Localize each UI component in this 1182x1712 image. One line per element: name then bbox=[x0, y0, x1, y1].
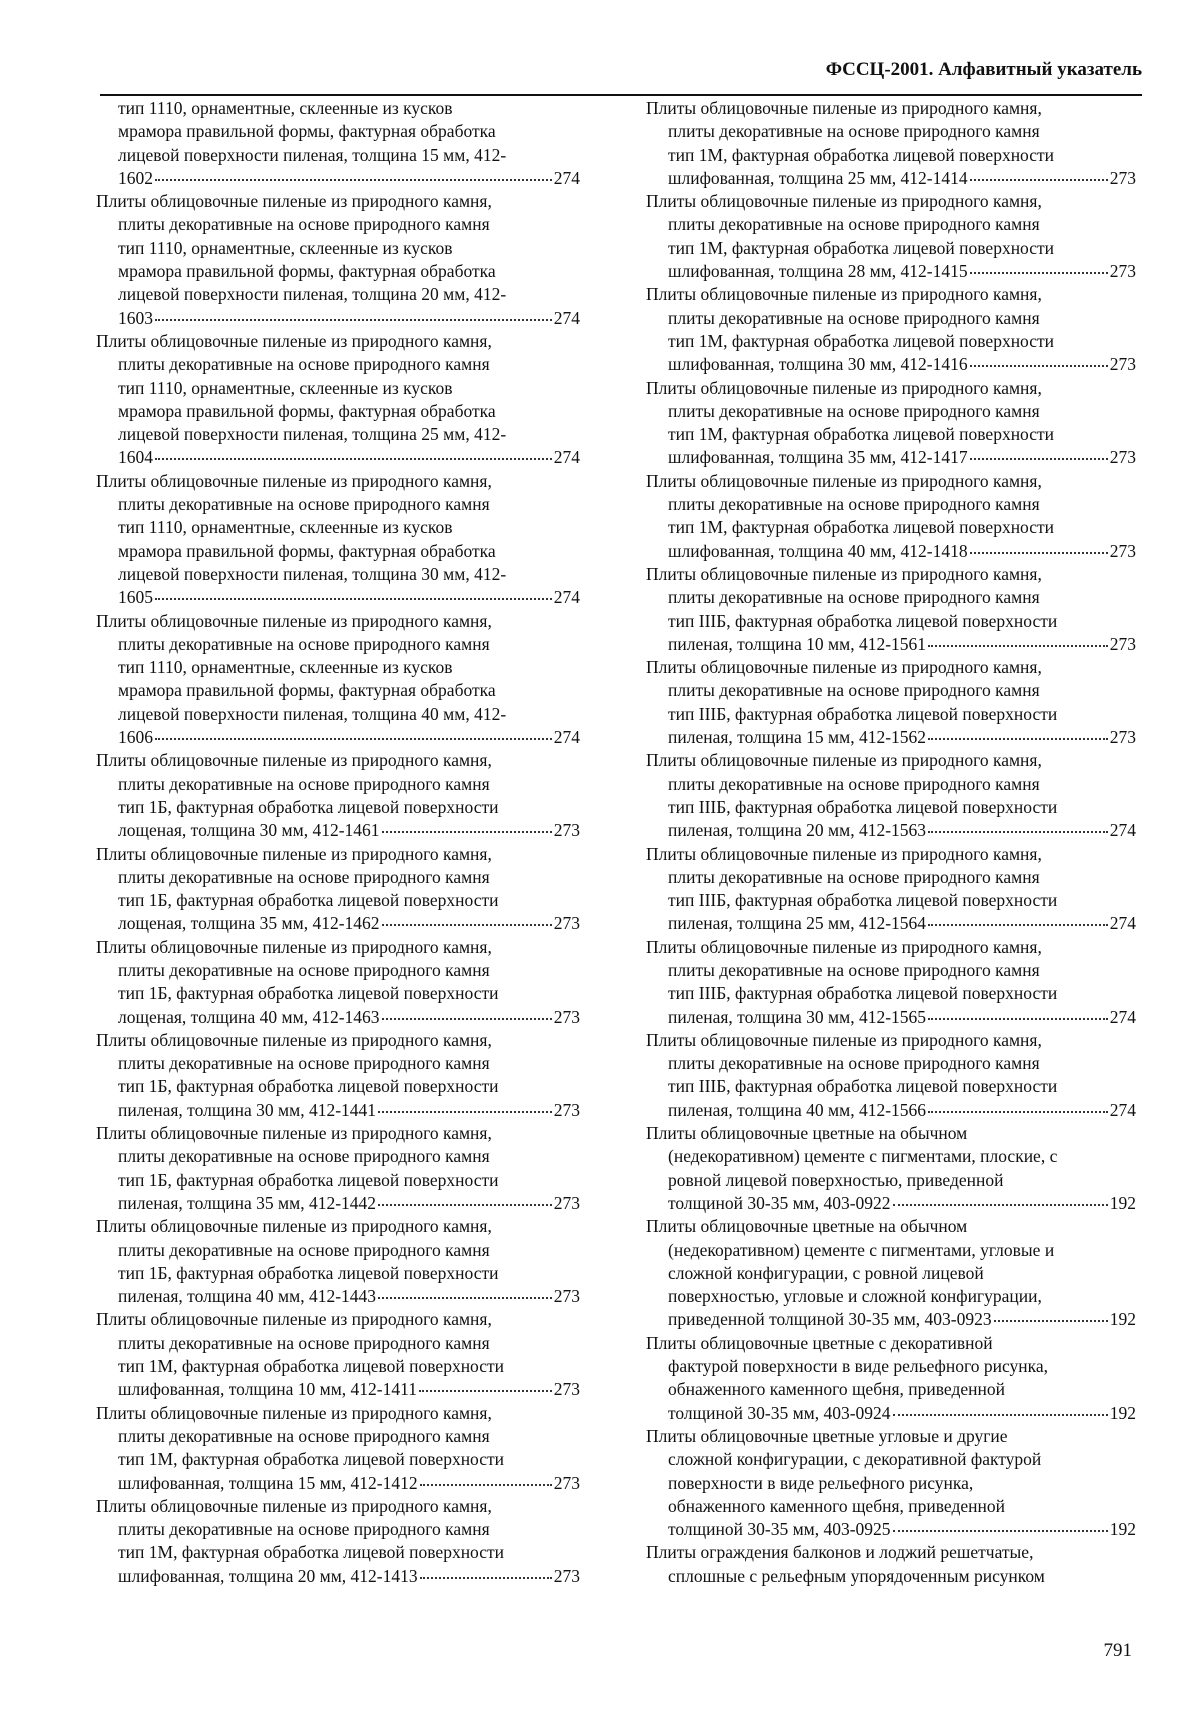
page-number: 791 bbox=[1103, 1640, 1132, 1661]
entry-line: плиты декоративные на основе природного камня bbox=[668, 121, 1040, 142]
entry-text: 1606 bbox=[118, 727, 153, 748]
entry-line: тип 1Б, фактурная обработка лицевой поверхности bbox=[118, 1076, 499, 1097]
entry-line: мрамора правильной формы, фактурная обработка bbox=[118, 400, 496, 421]
running-header: ФССЦ-2001. Алфавитный указатель bbox=[825, 59, 1142, 80]
index-entry bbox=[96, 97, 580, 190]
entry-last-line bbox=[118, 726, 580, 749]
page-reference: 273 bbox=[1109, 167, 1136, 188]
index-entry bbox=[646, 1029, 1136, 1122]
entry-line: тип 1110, орнаментные, склеенные из кусков bbox=[118, 377, 453, 398]
entry-line: тип IIIБ, фактурная обработка лицевой поверхности bbox=[668, 796, 1058, 817]
entry-last-line bbox=[118, 1472, 580, 1495]
entry-text: толщиной 30-35 мм, 403-0922 bbox=[668, 1192, 891, 1213]
entry-text: пиленая, толщина 15 мм, 412-1562 bbox=[668, 727, 927, 748]
dot-leader bbox=[893, 1529, 1108, 1532]
entry-line: плиты декоративные на основе природного камня bbox=[118, 1053, 490, 1074]
entry-line: Плиты облицовочные пиленые из природного камня, bbox=[96, 191, 492, 212]
index-entry bbox=[646, 377, 1136, 470]
page-reference: 274 bbox=[1109, 1006, 1136, 1027]
entry-line: тип 1М, фактурная обработка лицевой поверхности bbox=[118, 1356, 505, 1377]
entry-line: тип 1М, фактурная обработка лицевой поверхности bbox=[668, 144, 1055, 165]
entry-last-line bbox=[118, 1378, 580, 1401]
entry-line: тип 1Б, фактурная обработка лицевой поверхности bbox=[118, 1169, 499, 1190]
entry-line: Плиты облицовочные пиленые из природного камня, bbox=[646, 98, 1042, 118]
entry-line: тип 1Б, фактурная обработка лицевой поверхности bbox=[118, 890, 499, 911]
entry-text: приведенной толщиной 30-35 мм, 403-0923 bbox=[668, 1309, 992, 1330]
index-entry bbox=[646, 936, 1136, 1029]
dot-leader bbox=[970, 457, 1108, 460]
dot-leader bbox=[419, 1389, 552, 1392]
entry-line: Плиты облицовочные пиленые из природного камня, bbox=[646, 750, 1042, 771]
entry-line: тип 1М, фактурная обработка лицевой поверхности bbox=[118, 1449, 505, 1470]
entry-text: толщиной 30-35 мм, 403-0924 bbox=[668, 1402, 891, 1423]
index-entry bbox=[96, 1215, 580, 1308]
dot-leader bbox=[420, 1576, 552, 1579]
entry-line: фактурой поверхности в виде рельефного рисунка, bbox=[668, 1356, 1049, 1377]
entry-line: Плиты облицовочные пиленые из природного камня, bbox=[96, 330, 492, 351]
entry-line: лицевой поверхности пиленая, толщина 25 мм, 412- bbox=[118, 424, 507, 445]
index-entry bbox=[96, 1029, 580, 1122]
index-entry bbox=[646, 470, 1136, 563]
entry-text: шлифованная, толщина 25 мм, 412-1414 bbox=[668, 167, 968, 188]
dot-leader bbox=[928, 737, 1108, 740]
page-reference: 273 bbox=[1109, 261, 1136, 282]
index-entry bbox=[646, 1541, 1136, 1588]
entry-line: обнаженного каменного щебня, приведенной bbox=[668, 1495, 1005, 1516]
entry-line: Плиты облицовочные пиленые из природного камня, bbox=[96, 610, 492, 631]
entry-line: тип 1М, фактурная обработка лицевой поверхности bbox=[118, 1542, 505, 1563]
entry-line: тип IIIБ, фактурная обработка лицевой поверхности bbox=[668, 1076, 1058, 1097]
dot-leader bbox=[378, 1110, 552, 1113]
page-reference: 274 bbox=[553, 727, 580, 748]
entry-line: плиты декоративные на основе природного камня bbox=[118, 959, 490, 980]
entry-last-line bbox=[668, 353, 1136, 376]
index-entry bbox=[96, 843, 580, 936]
entry-line: Плиты облицовочные пиленые из природного камня, bbox=[646, 191, 1042, 212]
dot-leader bbox=[420, 1483, 552, 1486]
entry-line: Плиты облицовочные пиленые из природного камня, bbox=[96, 1123, 492, 1144]
dot-leader bbox=[155, 178, 552, 181]
entry-last-line bbox=[118, 912, 580, 935]
entry-line: плиты декоративные на основе природного камня bbox=[118, 633, 490, 654]
entry-text: 1603 bbox=[118, 307, 153, 328]
dot-leader bbox=[928, 644, 1108, 647]
entry-text: пиленая, толщина 40 мм, 412-1443 bbox=[118, 1286, 377, 1307]
entry-line: (недекоративном) цементе с пигментами, угловые и bbox=[668, 1239, 1055, 1260]
entry-text: 1605 bbox=[118, 587, 153, 608]
entry-line: сложной конфигурации, с ровной лицевой bbox=[668, 1262, 984, 1283]
entry-line: мрамора правильной формы, фактурная обработка bbox=[118, 540, 496, 561]
entry-line: Плиты облицовочные пиленые из природного камня, bbox=[96, 1216, 492, 1237]
page-reference: 273 bbox=[1109, 354, 1136, 375]
entry-line: тип IIIБ, фактурная обработка лицевой поверхности bbox=[668, 890, 1058, 911]
entry-line: плиты декоративные на основе природного камня bbox=[668, 307, 1040, 328]
entry-last-line bbox=[668, 726, 1136, 749]
index-entry bbox=[96, 749, 580, 842]
index-entry bbox=[96, 936, 580, 1029]
entry-last-line bbox=[118, 1285, 580, 1308]
entry-last-line bbox=[668, 912, 1136, 935]
dot-leader bbox=[928, 923, 1108, 926]
entry-line: Плиты облицовочные цветные на обычном bbox=[646, 1216, 968, 1237]
page-reference: 273 bbox=[553, 1472, 580, 1493]
index-entry bbox=[646, 563, 1136, 656]
entry-line: поверхностью, угловые и сложной конфигурации, bbox=[668, 1286, 1042, 1307]
entry-last-line bbox=[668, 819, 1136, 842]
entry-line: Плиты облицовочные пиленые из природного камня, bbox=[96, 750, 492, 771]
page-reference: 273 bbox=[1109, 447, 1136, 468]
dot-leader bbox=[970, 364, 1108, 367]
entry-last-line bbox=[668, 1518, 1136, 1541]
entry-line: лицевой поверхности пиленая, толщина 30 мм, 412- bbox=[118, 563, 507, 584]
entry-line: Плиты облицовочные пиленые из природного камня, bbox=[646, 470, 1042, 491]
entry-text: пиленая, толщина 40 мм, 412-1566 bbox=[668, 1099, 927, 1120]
dot-leader bbox=[928, 1110, 1108, 1113]
entry-line: Плиты облицовочные цветные на обычном bbox=[646, 1123, 968, 1144]
entry-line: Плиты облицовочные пиленые из природного камня, bbox=[96, 1495, 492, 1516]
entry-line: ровной лицевой поверхностью, приведенной bbox=[668, 1169, 1004, 1190]
entry-text: 1602 bbox=[118, 167, 153, 188]
entry-text: шлифованная, толщина 30 мм, 412-1416 bbox=[668, 354, 968, 375]
dot-leader bbox=[970, 551, 1108, 554]
entry-line: плиты декоративные на основе природного камня bbox=[668, 773, 1040, 794]
entry-text: пиленая, толщина 25 мм, 412-1564 bbox=[668, 913, 927, 934]
entry-line: Плиты облицовочные пиленые из природного камня, bbox=[96, 1402, 492, 1423]
page-reference: 274 bbox=[553, 307, 580, 328]
entry-line: плиты декоративные на основе природного камня bbox=[118, 354, 490, 375]
page-reference: 274 bbox=[1109, 1099, 1136, 1120]
entry-line: Плиты облицовочные пиленые из природного камня, bbox=[646, 657, 1042, 678]
index-entry bbox=[96, 470, 580, 610]
entry-line: Плиты облицовочные пиленые из природного камня, bbox=[646, 377, 1042, 398]
entry-last-line bbox=[118, 446, 580, 469]
entry-line: Плиты облицовочные пиленые из природного камня, bbox=[96, 936, 492, 957]
entry-line: плиты декоративные на основе природного камня bbox=[668, 587, 1040, 608]
dot-leader bbox=[378, 1203, 552, 1206]
entry-line: тип IIIБ, фактурная обработка лицевой поверхности bbox=[668, 983, 1058, 1004]
entry-line: Плиты облицовочные пиленые из природного камня, bbox=[646, 1029, 1042, 1050]
entry-last-line bbox=[668, 1192, 1136, 1215]
dot-leader bbox=[893, 1203, 1108, 1206]
entry-line: Плиты облицовочные цветные угловые и другие bbox=[646, 1425, 1008, 1446]
entry-line: поверхности в виде рельефного рисунка, bbox=[668, 1472, 974, 1493]
page-reference: 273 bbox=[1109, 633, 1136, 654]
entry-line: сложной конфигурации, с декоративной фактурой bbox=[668, 1449, 1042, 1470]
entry-line: тип 1М, фактурная обработка лицевой поверхности bbox=[668, 517, 1055, 538]
index-entry bbox=[646, 1122, 1136, 1215]
entry-line: плиты декоративные на основе природного камня bbox=[668, 214, 1040, 235]
entry-last-line bbox=[668, 1006, 1136, 1029]
entry-text: лощеная, толщина 30 мм, 412-1461 bbox=[118, 820, 380, 841]
entry-last-line bbox=[118, 586, 580, 609]
entry-last-line bbox=[118, 167, 580, 190]
entry-last-line bbox=[668, 1308, 1136, 1331]
entry-line: тип IIIБ, фактурная обработка лицевой поверхности bbox=[668, 610, 1058, 631]
page-reference: 274 bbox=[553, 167, 580, 188]
page-reference: 273 bbox=[553, 913, 580, 934]
index-entry bbox=[646, 1425, 1136, 1541]
entry-last-line bbox=[668, 446, 1136, 469]
entry-line: тип 1М, фактурная обработка лицевой поверхности bbox=[668, 330, 1055, 351]
entry-line: тип 1110, орнаментные, склеенные из кусков bbox=[118, 237, 453, 258]
entry-line: Плиты облицовочные пиленые из природного камня, bbox=[646, 843, 1042, 864]
dot-leader bbox=[970, 178, 1108, 181]
page-reference: 192 bbox=[1109, 1192, 1136, 1213]
header-rule bbox=[100, 94, 1142, 96]
entry-text: пиленая, толщина 20 мм, 412-1563 bbox=[668, 820, 927, 841]
entry-text: шлифованная, толщина 40 мм, 412-1418 bbox=[668, 540, 968, 561]
dot-leader bbox=[994, 1319, 1108, 1322]
entry-line: плиты декоративные на основе природного камня bbox=[118, 1519, 490, 1540]
entry-last-line bbox=[668, 540, 1136, 563]
index-entry bbox=[646, 843, 1136, 936]
entry-line: тип 1110, орнаментные, склеенные из кусков bbox=[118, 98, 453, 118]
page-reference: 273 bbox=[553, 1286, 580, 1307]
entry-text: шлифованная, толщина 20 мм, 412-1413 bbox=[118, 1565, 418, 1586]
page-reference: 273 bbox=[553, 820, 580, 841]
entry-last-line bbox=[118, 1565, 580, 1588]
entry-line: плиты декоративные на основе природного камня bbox=[668, 494, 1040, 515]
dot-leader bbox=[928, 830, 1108, 833]
dot-leader bbox=[382, 923, 552, 926]
dot-leader bbox=[382, 1017, 552, 1020]
page-reference: 273 bbox=[553, 1379, 580, 1400]
entry-line: тип 1М, фактурная обработка лицевой поверхности bbox=[668, 237, 1055, 258]
dot-leader bbox=[970, 271, 1108, 274]
entry-text: шлифованная, толщина 28 мм, 412-1415 bbox=[668, 261, 968, 282]
index-entry bbox=[96, 330, 580, 470]
index-entry bbox=[96, 1495, 580, 1588]
entry-line: Плиты облицовочные пиленые из природного камня, bbox=[96, 1309, 492, 1330]
entry-line: плиты декоративные на основе природного камня bbox=[118, 1146, 490, 1167]
entry-line: мрамора правильной формы, фактурная обработка bbox=[118, 261, 496, 282]
entry-line: плиты декоративные на основе природного камня bbox=[668, 959, 1040, 980]
dot-leader bbox=[893, 1413, 1108, 1416]
entry-text: пиленая, толщина 30 мм, 412-1441 bbox=[118, 1099, 377, 1120]
page-reference: 274 bbox=[553, 447, 580, 468]
index-entry bbox=[96, 1122, 580, 1215]
entry-last-line bbox=[118, 819, 580, 842]
page-reference: 273 bbox=[553, 1565, 580, 1586]
page-reference: 273 bbox=[553, 1099, 580, 1120]
page-reference: 274 bbox=[553, 587, 580, 608]
entry-line: тип 1110, орнаментные, склеенные из кусков bbox=[118, 657, 453, 678]
entry-line: плиты декоративные на основе природного камня bbox=[118, 1332, 490, 1353]
dot-leader bbox=[155, 318, 552, 321]
entry-last-line bbox=[668, 1402, 1136, 1425]
entry-text: пиленая, толщина 10 мм, 412-1561 bbox=[668, 633, 927, 654]
entry-text: 1604 bbox=[118, 447, 153, 468]
dot-leader bbox=[928, 1017, 1108, 1020]
entry-line: мрамора правильной формы, фактурная обработка bbox=[118, 121, 496, 142]
page-reference: 274 bbox=[1109, 913, 1136, 934]
page-reference: 273 bbox=[1109, 540, 1136, 561]
entry-last-line bbox=[668, 260, 1136, 283]
entry-last-line bbox=[668, 633, 1136, 656]
entry-line: лицевой поверхности пиленая, толщина 20 мм, 412- bbox=[118, 284, 507, 305]
index-column-left bbox=[96, 97, 580, 1588]
entry-text: толщиной 30-35 мм, 403-0925 bbox=[668, 1519, 891, 1540]
entry-line: (недекоративном) цементе с пигментами, плоские, с bbox=[668, 1146, 1058, 1167]
entry-line: плиты декоративные на основе природного камня bbox=[118, 866, 490, 887]
entry-line: плиты декоративные на основе природного камня bbox=[118, 1239, 490, 1260]
entry-text: пиленая, толщина 30 мм, 412-1565 bbox=[668, 1006, 927, 1027]
dot-leader bbox=[382, 830, 552, 833]
index-entry bbox=[646, 283, 1136, 376]
entry-last-line bbox=[118, 1099, 580, 1122]
entry-last-line bbox=[668, 167, 1136, 190]
entry-line: Плиты облицовочные пиленые из природного камня, bbox=[96, 470, 492, 491]
entry-text: пиленая, толщина 35 мм, 412-1442 bbox=[118, 1192, 377, 1213]
index-entry bbox=[96, 1308, 580, 1401]
entry-line: плиты декоративные на основе природного камня bbox=[118, 773, 490, 794]
entry-line: Плиты облицовочные цветные с декоративной bbox=[646, 1332, 993, 1353]
entry-line: сплошные с рельефным упорядоченным рисунком bbox=[668, 1565, 1045, 1586]
entry-line: Плиты облицовочные пиленые из природного камня, bbox=[646, 563, 1042, 584]
dot-leader bbox=[155, 737, 552, 740]
entry-text: лощеная, толщина 35 мм, 412-1462 bbox=[118, 913, 380, 934]
index-entry bbox=[646, 1332, 1136, 1425]
index-entry bbox=[646, 749, 1136, 842]
entry-text: шлифованная, толщина 15 мм, 412-1412 bbox=[118, 1472, 418, 1493]
page-reference: 273 bbox=[1109, 727, 1136, 748]
entry-line: лицевой поверхности пиленая, толщина 15 мм, 412- bbox=[118, 144, 507, 165]
page-reference: 192 bbox=[1109, 1402, 1136, 1423]
index-entry bbox=[96, 610, 580, 750]
index-column-right bbox=[646, 97, 1136, 1588]
page-reference: 273 bbox=[553, 1192, 580, 1213]
entry-line: тип 1Б, фактурная обработка лицевой поверхности bbox=[118, 983, 499, 1004]
entry-line: тип IIIБ, фактурная обработка лицевой поверхности bbox=[668, 703, 1058, 724]
index-entry bbox=[646, 656, 1136, 749]
page-reference: 273 bbox=[553, 1006, 580, 1027]
page-reference: 274 bbox=[1109, 820, 1136, 841]
entry-line: плиты декоративные на основе природного камня bbox=[668, 866, 1040, 887]
entry-line: Плиты облицовочные пиленые из природного камня, bbox=[646, 284, 1042, 305]
entry-line: Плиты облицовочные пиленые из природного камня, bbox=[96, 843, 492, 864]
entry-line: тип 1Б, фактурная обработка лицевой поверхности bbox=[118, 796, 499, 817]
entry-line: плиты декоративные на основе природного камня bbox=[668, 1053, 1040, 1074]
index-entry bbox=[646, 97, 1136, 190]
index-entry bbox=[646, 1215, 1136, 1331]
index-entry bbox=[96, 190, 580, 330]
entry-last-line bbox=[118, 307, 580, 330]
entry-last-line bbox=[118, 1192, 580, 1215]
entry-line: плиты декоративные на основе природного камня bbox=[668, 400, 1040, 421]
dot-leader bbox=[155, 457, 552, 460]
entry-text: шлифованная, толщина 35 мм, 412-1417 bbox=[668, 447, 968, 468]
entry-line: тип 1110, орнаментные, склеенные из кусков bbox=[118, 517, 453, 538]
entry-line: тип 1Б, фактурная обработка лицевой поверхности bbox=[118, 1262, 499, 1283]
entry-line: лицевой поверхности пиленая, толщина 40 мм, 412- bbox=[118, 703, 507, 724]
entry-line: тип 1М, фактурная обработка лицевой поверхности bbox=[668, 424, 1055, 445]
entry-line: Плиты облицовочные пиленые из природного камня, bbox=[646, 936, 1042, 957]
page-reference: 192 bbox=[1109, 1519, 1136, 1540]
page-reference: 192 bbox=[1109, 1309, 1136, 1330]
entry-line: обнаженного каменного щебня, приведенной bbox=[668, 1379, 1005, 1400]
dot-leader bbox=[378, 1296, 552, 1299]
entry-line: мрамора правильной формы, фактурная обработка bbox=[118, 680, 496, 701]
entry-last-line bbox=[118, 1006, 580, 1029]
entry-line: плиты декоративные на основе природного камня bbox=[668, 680, 1040, 701]
entry-line: Плиты ограждения балконов и лоджий решетчатые, bbox=[646, 1542, 1034, 1563]
entry-line: плиты декоративные на основе природного камня bbox=[118, 1425, 490, 1446]
index-entry bbox=[96, 1402, 580, 1495]
entry-line: Плиты облицовочные пиленые из природного камня, bbox=[96, 1029, 492, 1050]
entry-line: плиты декоративные на основе природного камня bbox=[118, 214, 490, 235]
dot-leader bbox=[155, 597, 552, 600]
entry-text: шлифованная, толщина 10 мм, 412-1411 bbox=[118, 1379, 417, 1400]
entry-text: лощеная, толщина 40 мм, 412-1463 bbox=[118, 1006, 380, 1027]
entry-last-line bbox=[668, 1099, 1136, 1122]
entry-line: плиты декоративные на основе природного камня bbox=[118, 494, 490, 515]
index-entry bbox=[646, 190, 1136, 283]
